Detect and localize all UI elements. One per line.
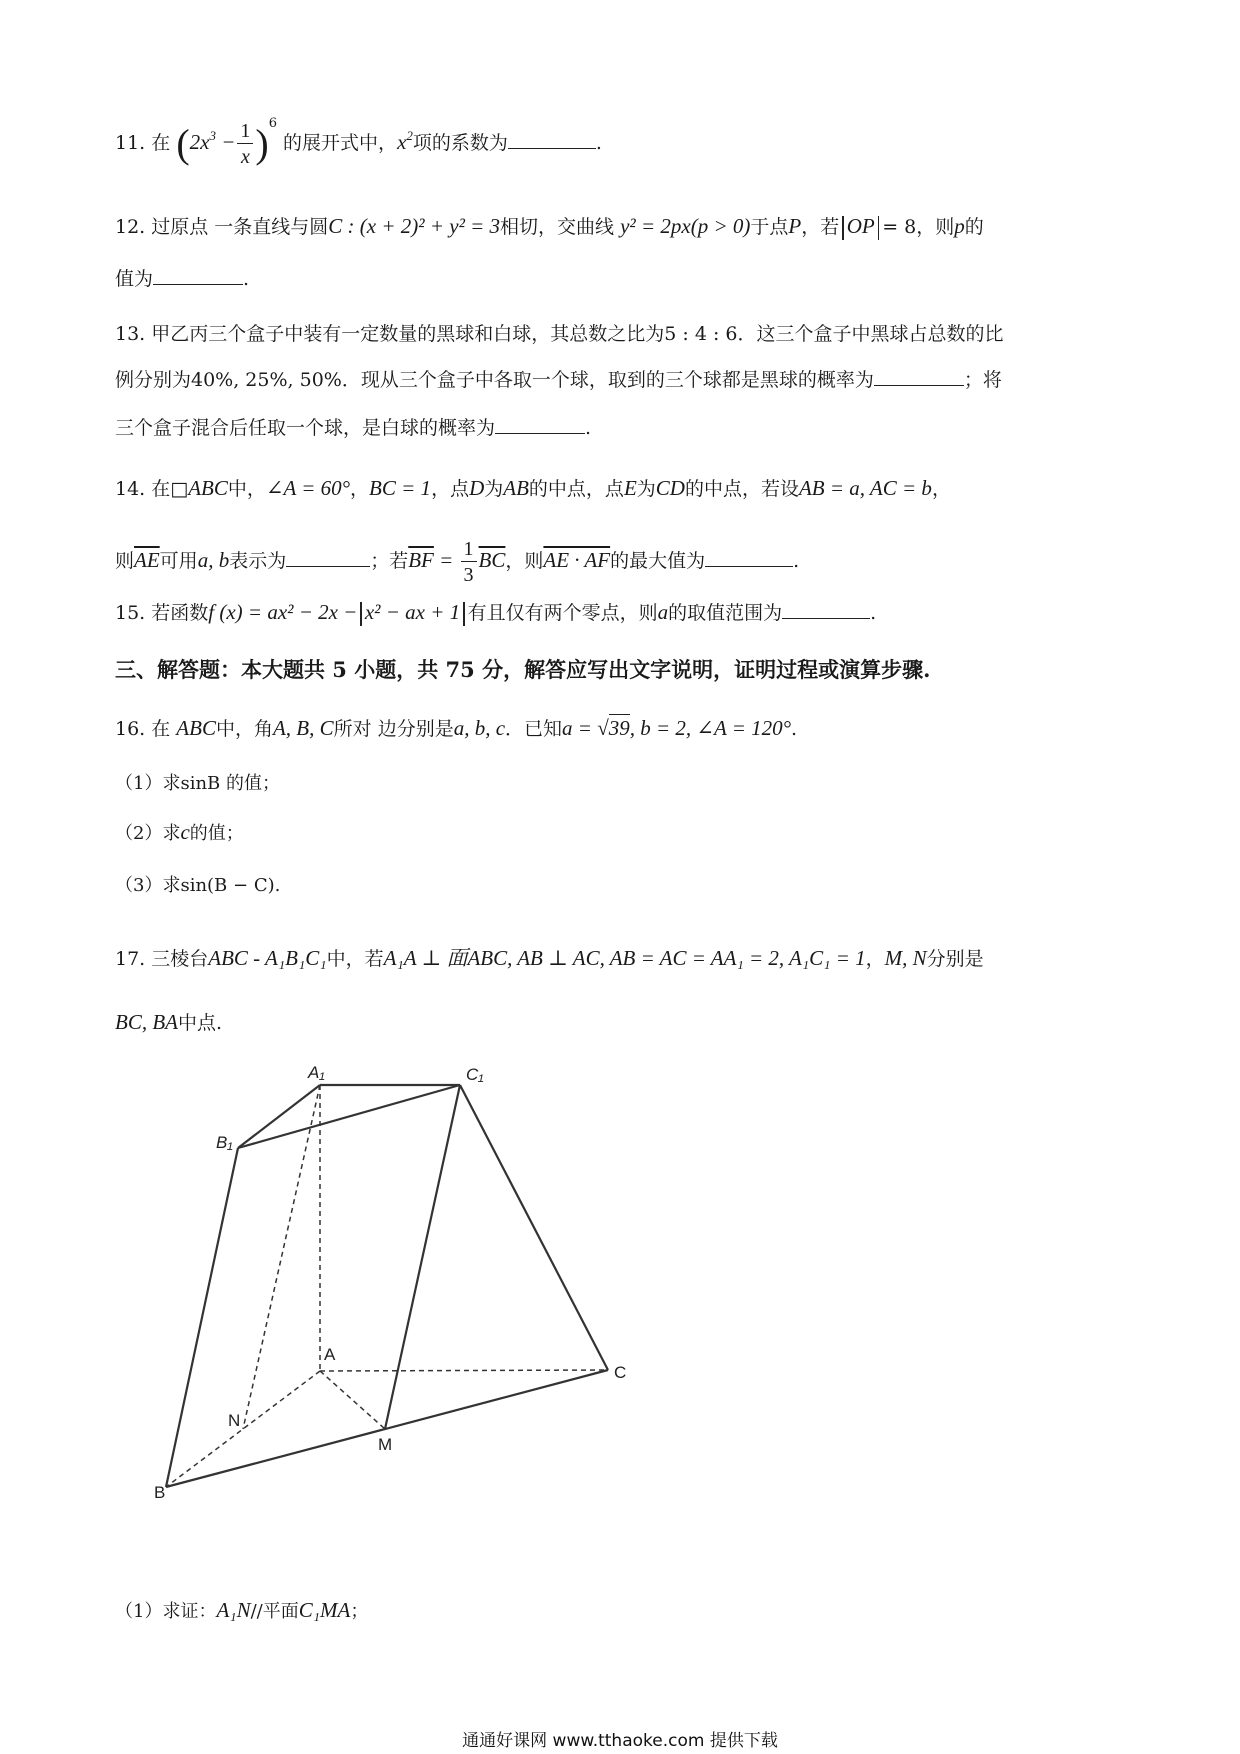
q13-end: . bbox=[585, 417, 592, 439]
q11-fraction: $\frac{1}{x}$ bbox=[237, 121, 253, 167]
q17-mn: M, N bbox=[884, 946, 927, 970]
q14-text: 表示为 bbox=[229, 550, 287, 572]
label-c: C bbox=[614, 1363, 627, 1382]
abs-bar bbox=[842, 216, 844, 240]
abs-bar bbox=[878, 216, 880, 240]
q17-text: 17. 三棱台 bbox=[115, 948, 209, 970]
q11-text: 项的系数为 bbox=[412, 132, 508, 154]
question-13 bbox=[115, 320, 1004, 348]
q14-text: 的最大值为 bbox=[610, 550, 706, 572]
q14-text: 的中点，点 bbox=[528, 478, 624, 500]
q14-angle: ∠A = 60° bbox=[265, 476, 351, 500]
q16-given: a = bbox=[562, 716, 598, 740]
q16-end: . bbox=[791, 718, 798, 740]
q14-triangle: ABC bbox=[188, 476, 228, 500]
left-paren: ( bbox=[176, 121, 190, 166]
q15-end: . bbox=[870, 602, 877, 624]
q14-text: 可用 bbox=[159, 550, 198, 572]
q14-ab-vectors: a, b bbox=[197, 548, 230, 572]
question-17-line2 bbox=[115, 1008, 222, 1037]
q14-text: 中， bbox=[227, 478, 266, 500]
q12-circle: C : (x + 2)² + y² = 3 bbox=[328, 214, 501, 238]
answer-blank[interactable] bbox=[495, 415, 585, 434]
q14-text: 为 bbox=[484, 478, 504, 500]
q14-dot: AE · AF bbox=[543, 548, 611, 572]
q17-a1n: A₁N bbox=[216, 1598, 251, 1622]
q12-point: P bbox=[788, 214, 802, 238]
abs-bar bbox=[360, 602, 362, 626]
q14-text: ， bbox=[931, 478, 951, 500]
q14-vectors: AB = a, AC = b bbox=[798, 476, 932, 500]
q12-text: 的 bbox=[964, 216, 984, 238]
q15-function: f (x) = ax² − 2x − bbox=[208, 600, 358, 624]
edge-ac bbox=[320, 1370, 608, 1371]
question-11: 11. 在 ($2x^3$ − $\frac{1}{x}$ )$^6$ 的展开式中，$x^2$项的系数为 . bbox=[115, 116, 602, 168]
q17-plane: C₁MA bbox=[298, 1598, 351, 1622]
q16-text: ．已知 bbox=[505, 718, 563, 740]
q17-part1: （1）求证： bbox=[115, 1601, 217, 1622]
q14-bc-vec: $\overline{BC}$ bbox=[478, 548, 506, 572]
q16-triangle: ABC bbox=[176, 716, 216, 740]
q16-given2: , b = 2, ∠A = 120° bbox=[629, 716, 792, 740]
q16-text: 16. 在 bbox=[115, 718, 177, 740]
q11-term: $x^2$ bbox=[397, 128, 413, 154]
q16-part3: （3）求sin(B − C). bbox=[115, 875, 281, 896]
q14-cd: CD bbox=[655, 476, 685, 500]
q14-text: ， bbox=[350, 478, 370, 500]
q12-text: 12. 过原点 一条直线与圆 bbox=[115, 216, 329, 238]
edge-am bbox=[320, 1371, 385, 1429]
right-paren: ) bbox=[255, 121, 269, 166]
q16-text: 中，角 bbox=[215, 718, 273, 740]
q16-sqrt: 39 bbox=[608, 716, 630, 740]
label-c1: C₁ bbox=[466, 1065, 484, 1084]
q17-conditions: A₁A ⊥ 面ABC, AB ⊥ AC, AB = AC = AA₁ = 2, A₁C₁ = 1 bbox=[383, 946, 866, 970]
q14-ae: $\overline{AE}$ bbox=[134, 548, 160, 572]
q12-text: 值为 bbox=[115, 268, 154, 290]
q13-text: 13. 甲乙丙三个盒子中装有一定数量的黑球和白球，其总数之比为5 : 4 : 6．这三个盒子中黑球占总数的比 bbox=[115, 323, 1004, 345]
edge-c1c bbox=[460, 1085, 608, 1370]
q16-part2b: 的值； bbox=[189, 823, 244, 844]
q16-part2: （2）求 bbox=[115, 823, 181, 844]
q11-expr: $2x^3$ − bbox=[189, 128, 236, 154]
edge-c1m bbox=[385, 1085, 460, 1429]
question-14 bbox=[115, 474, 951, 503]
footer-credit bbox=[0, 1726, 1240, 1751]
q17-text: 中，若 bbox=[326, 948, 384, 970]
edge-b1c1 bbox=[238, 1085, 460, 1148]
q14-d: D bbox=[469, 476, 485, 500]
q13-text: 三个盒子混合后任取一个球，是白球的概率为 bbox=[115, 417, 496, 439]
q16-sides: a, b, c bbox=[453, 716, 506, 740]
question-16-part1 bbox=[115, 770, 280, 798]
label-b: B bbox=[154, 1483, 166, 1500]
q15-text: 的取值范围为 bbox=[668, 602, 783, 624]
q16-angles: A, B, C bbox=[272, 716, 334, 740]
figure-labels bbox=[154, 1063, 626, 1500]
footer-text: 通通好课网 www.tthaoke.com 提供下载 bbox=[462, 1731, 778, 1751]
q12-curve: y² = 2px(p > 0) bbox=[620, 214, 751, 238]
q12-text: 于点 bbox=[750, 216, 789, 238]
question-17 bbox=[115, 944, 984, 973]
q14-text: 14. 在□ bbox=[115, 478, 189, 500]
q11-text: 11. 在 bbox=[115, 132, 171, 154]
q14-text: 的中点，若设 bbox=[684, 478, 799, 500]
question-16-part2 bbox=[115, 818, 244, 848]
q15-text: 15. 若函数 bbox=[115, 602, 209, 624]
q12-text: 相切，交曲线 bbox=[500, 216, 615, 238]
label-a: A bbox=[324, 1345, 336, 1364]
q17-text: //平面 bbox=[250, 1601, 299, 1622]
q14-text: ，点 bbox=[431, 478, 470, 500]
label-n: N bbox=[228, 1411, 241, 1430]
q16-text: 所对 边分别是 bbox=[333, 718, 454, 740]
answer-blank[interactable] bbox=[286, 548, 370, 567]
q14-ab: AB bbox=[503, 476, 529, 500]
question-13-line2 bbox=[115, 366, 1002, 394]
q14-bf: $\overline{BF}$ bbox=[408, 548, 434, 572]
question-14-line2: 则$\overline{AE}$可用a, b表示为 ；若$\overline{BF}$ = $\frac{1}{3}$ $\overline{BC}$，则AE · AF的最大值为 . bbox=[115, 538, 800, 586]
q11-text: 的展开式中， bbox=[283, 132, 398, 154]
question-16: 16. 在 ABC中，角A, B, C所对 边分别是a, b, c．已知a = √39, b = 2, ∠A = 120°. bbox=[115, 716, 798, 740]
q12-end: . bbox=[243, 268, 250, 290]
q17-text: 分别是 bbox=[926, 948, 984, 970]
q14-end: . bbox=[793, 550, 800, 572]
q11-end: . bbox=[595, 132, 602, 154]
question-13-line3 bbox=[115, 414, 591, 442]
answer-blank[interactable] bbox=[705, 548, 793, 567]
q15-text: 有且仅有两个零点，则 bbox=[467, 602, 658, 624]
q14-text: ；若 bbox=[370, 550, 409, 572]
question-12-line2 bbox=[115, 265, 249, 293]
q14-text: 为 bbox=[636, 478, 656, 500]
q12-text: ，若 bbox=[801, 216, 840, 238]
q16-part1: （1）求sinB 的值； bbox=[115, 773, 280, 794]
q15-a: a bbox=[657, 600, 669, 624]
q14-text: ，则 bbox=[505, 550, 544, 572]
q14-bc: BC = 1 bbox=[369, 476, 432, 500]
q17-frustum: ABC - A₁B₁C₁ bbox=[208, 946, 327, 970]
q17-text: 中点. bbox=[178, 1012, 223, 1034]
q14-e: E bbox=[623, 476, 637, 500]
question-12 bbox=[115, 212, 984, 241]
question-16-part3 bbox=[115, 872, 280, 900]
edge-b1b bbox=[166, 1148, 241, 1487]
answer-blank[interactable] bbox=[874, 367, 964, 386]
q16-c: c bbox=[180, 820, 190, 844]
answer-blank[interactable] bbox=[508, 130, 596, 149]
label-b1: B₁ bbox=[216, 1133, 233, 1152]
q15-abs: x² − ax + 1 bbox=[364, 600, 461, 624]
q12-p: p bbox=[954, 214, 965, 238]
q12-op: OP bbox=[846, 214, 875, 238]
question-15 bbox=[115, 598, 876, 627]
q17-text: ； bbox=[350, 1601, 369, 1622]
q14-fraction: $\frac{1}{3}$ bbox=[461, 539, 477, 585]
label-a1: A₁ bbox=[308, 1063, 325, 1082]
section-3-heading bbox=[115, 656, 930, 684]
q17-text: ， bbox=[865, 948, 885, 970]
section-3-text: 三、解答题：本大题共 5 小题，共 75 分，解答应写出文字说明，证明过程或演算步骤. bbox=[115, 657, 931, 682]
answer-blank[interactable] bbox=[153, 266, 243, 285]
label-m: M bbox=[378, 1435, 393, 1454]
q13-text: 例分别为40%, 25%, 50%．现从三个盒子中各取一个球，取到的三个球都是黑球的概率为 bbox=[115, 369, 874, 391]
answer-blank[interactable] bbox=[782, 600, 870, 619]
q13-text: ；将 bbox=[963, 369, 1002, 391]
q14-text: 则 bbox=[115, 550, 135, 572]
q12-text: = 8，则 bbox=[882, 216, 955, 238]
abs-bar bbox=[463, 602, 465, 626]
question-17-part1 bbox=[115, 1596, 368, 1626]
q17-midpoints: BC, BA bbox=[115, 1010, 178, 1034]
frustum-figure bbox=[140, 1060, 660, 1500]
